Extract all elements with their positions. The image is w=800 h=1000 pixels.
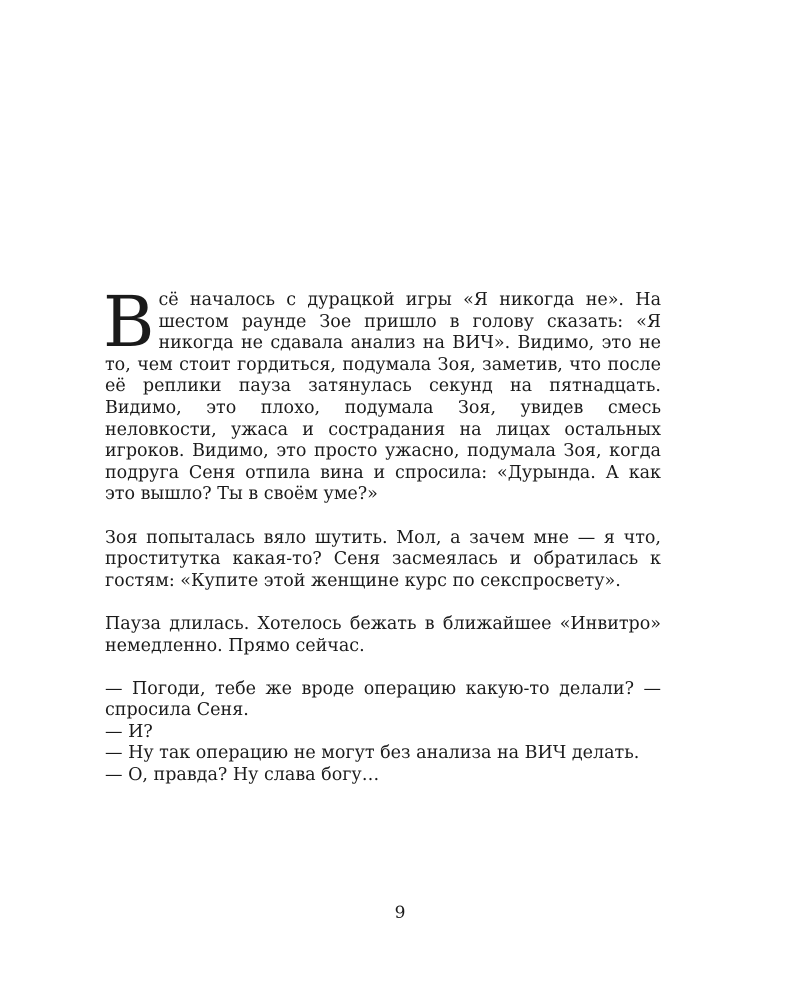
paragraph-spacer [105,506,661,528]
page-number: 9 [394,903,406,923]
dialogue-line: — И? [105,721,153,742]
dialogue-line: — О, правда? Ну слава богу… [105,765,380,786]
paragraph-1-text: сё началось с дурацкой игры «Я никогда не». На шестом раунде Зое пришло в голову сказать: «Я никогда не сдавала анализ на ВИЧ». Видимо, это не то, чем стоит гордиться, подумала Зоя, заметив, что после её реплики пауза затянулась секунд на пятнадцать. Видимо, это плохо, подумала Зоя, увидев смесь неловкости, ужаса и сострадания на лицах остальных игроков. Видимо, это просто ужасно, подумала Зоя, когда подруга Сеня отпила вина и спросила: «Дурында. А как это вышло? Ты в своём уме?» [105,290,661,505]
paragraph-1 [103,281,661,506]
dialogue-line: — Ну так операцию не могут без анализа на ВИЧ делать. [105,743,640,764]
drop-cap: В [103,281,155,363]
dialogue-line: — Погоди, тебе же вроде операцию какую-то делали? — спросила Сеня. [105,678,661,721]
paragraph-spacer [105,657,661,679]
paragraph-2: Зоя попыталась вяло шутить. Мол, а зачем мне — я что, проститутка какая-то? Сеня засмеялась и обратилась к гостям: «Купите этой женщине курс по секспросвету». [105,527,661,591]
page-body [103,281,661,787]
paragraph-3: Пауза длилась. Хотелось бежать в ближайшее «Инвитро» немедленно. Прямо сейчас. [105,613,661,656]
paragraph-spacer [105,592,661,614]
